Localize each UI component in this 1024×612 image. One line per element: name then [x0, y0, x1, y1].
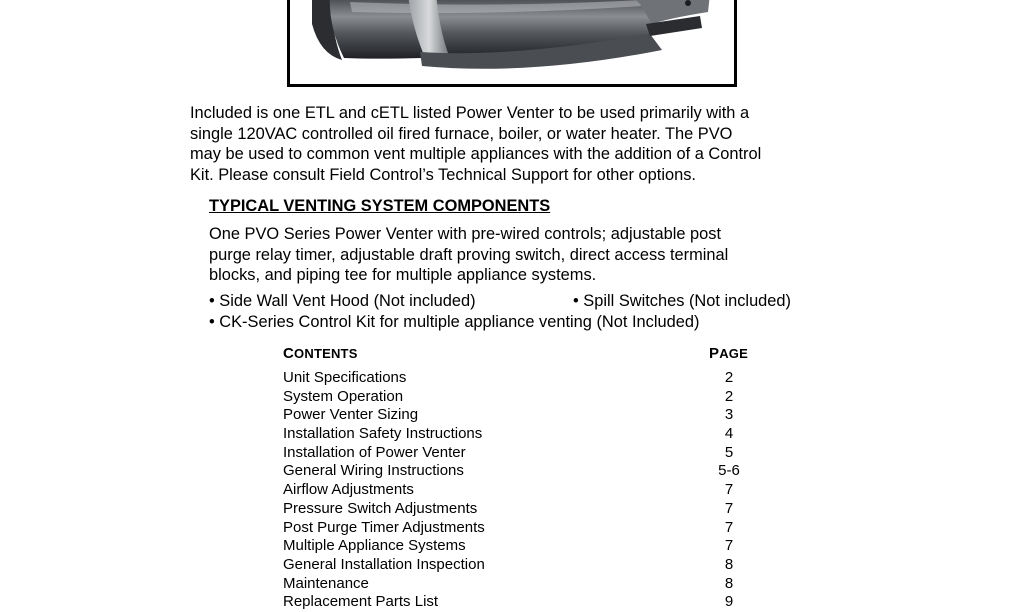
- toc-title: General Installation Inspection: [283, 555, 485, 573]
- power-venter-photo: [290, 0, 734, 84]
- toc-title: System Operation: [283, 387, 404, 405]
- bullet-item: • Side Wall Vent Hood (Not included): [209, 292, 476, 310]
- toc-page-number: 9: [724, 593, 734, 611]
- toc-row[interactable]: [283, 406, 763, 425]
- intro-line: single 120VAC controlled oil fired furnace, boiler, or water heater. The PVO: [190, 124, 733, 143]
- toc-title: Replacement Parts List: [283, 593, 439, 611]
- toc-row[interactable]: [283, 444, 763, 463]
- toc-row[interactable]: [283, 462, 763, 481]
- toc-page-number: 4: [724, 425, 734, 443]
- toc-title: Multiple Appliance Systems: [283, 537, 466, 555]
- toc-heading-page: [709, 345, 748, 362]
- table-of-contents: [283, 369, 763, 612]
- toc-row[interactable]: [283, 388, 763, 407]
- toc-row[interactable]: [283, 556, 763, 575]
- toc-row[interactable]: [283, 425, 763, 444]
- bullet-row: [209, 291, 849, 312]
- toc-page-number: 5-6: [718, 462, 740, 480]
- toc-heading-rest: ONTENTS: [294, 346, 358, 361]
- product-photo-frame: [287, 0, 737, 87]
- component-bullet-list: [209, 291, 849, 333]
- bullet-item: • CK-Series Control Kit for multiple appliance venting (Not Included): [209, 313, 700, 331]
- toc-page-number: 3: [724, 406, 734, 424]
- toc-title: Post Purge Timer Adjustments: [283, 518, 485, 536]
- toc-page-number: 8: [724, 555, 734, 573]
- toc-row[interactable]: [283, 500, 763, 519]
- section-body: [209, 224, 818, 286]
- toc-row[interactable]: [283, 519, 763, 538]
- toc-heading-rest: AGE: [719, 346, 748, 361]
- toc-page-number: 7: [724, 518, 734, 536]
- toc-row[interactable]: [283, 481, 763, 500]
- toc-heading-cap: P: [709, 345, 720, 362]
- toc-title: Power Venter Sizing: [283, 406, 419, 424]
- section-body-line: One PVO Series Power Venter with pre-wired controls; adjustable post: [209, 225, 721, 243]
- toc-title: Airflow Adjustments: [283, 481, 414, 499]
- bullet-item: • Spill Switches (Not included): [573, 292, 791, 310]
- toc-title: Pressure Switch Adjustments: [283, 499, 478, 517]
- toc-row[interactable]: [283, 537, 763, 556]
- toc-title: General Wiring Instructions: [283, 462, 464, 480]
- toc-page-number: 2: [724, 387, 734, 405]
- bullet-row: [209, 312, 849, 333]
- toc-row[interactable]: [283, 593, 763, 612]
- toc-page-number: 7: [724, 499, 734, 517]
- toc-page-number: 5: [724, 443, 734, 461]
- toc-page-number: 7: [724, 537, 734, 555]
- intro-paragraph: [190, 103, 838, 185]
- section-title: TYPICAL VENTING SYSTEM COMPONENTS: [209, 197, 551, 215]
- toc-page-number: 8: [724, 574, 734, 592]
- toc-title: Installation Safety Instructions: [283, 425, 483, 443]
- section-body-line: blocks, and piping tee for multiple appliance systems.: [209, 266, 597, 285]
- intro-line: Included is one ETL and cETL listed Power Venter to be used primarily with a: [190, 104, 750, 122]
- toc-title: Installation of Power Venter: [283, 443, 466, 461]
- intro-line: may be used to common vent multiple appliances with the addition of a Control: [190, 145, 762, 164]
- toc-row[interactable]: [283, 369, 763, 388]
- toc-heading-cap: C: [283, 345, 295, 362]
- intro-line: Kit. Please consult Field Control’s Technical Support for other options.: [190, 165, 696, 184]
- toc-row[interactable]: [283, 575, 763, 594]
- toc-page-number: 7: [724, 481, 734, 499]
- toc-page-number: 2: [724, 369, 734, 386]
- toc-title: Maintenance: [283, 574, 369, 592]
- toc-heading-contents: [283, 345, 358, 362]
- section-body-line: purge relay timer, adjustable draft proving switch, direct access terminal: [209, 245, 729, 264]
- toc-title: Unit Specifications: [283, 369, 407, 386]
